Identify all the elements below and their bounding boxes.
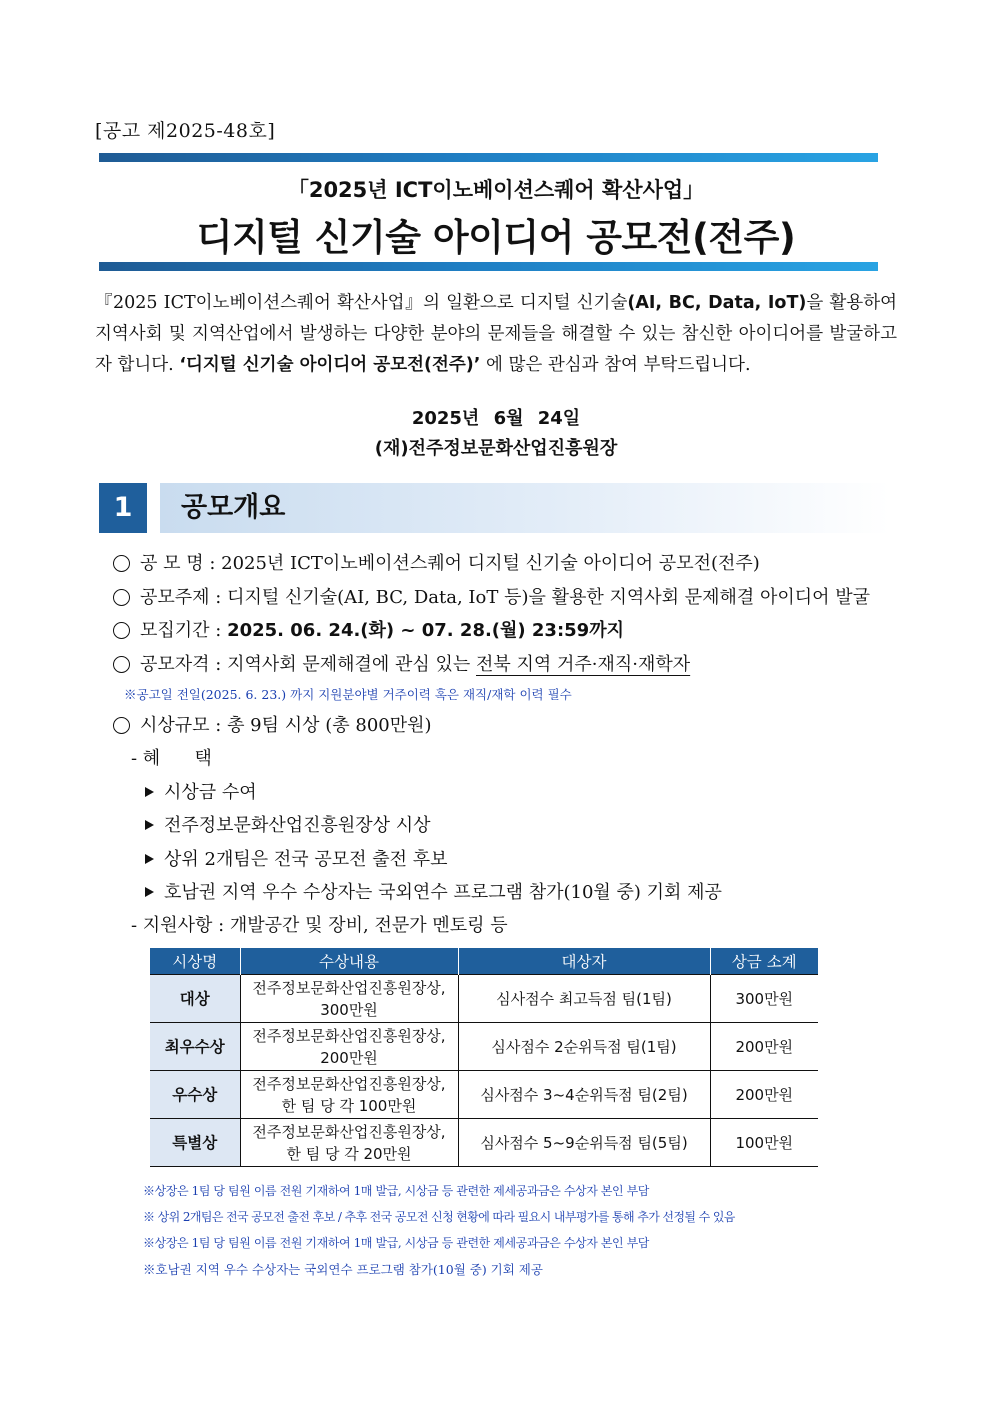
award-name: 특별상 bbox=[150, 1119, 240, 1167]
award-content bbox=[240, 1071, 458, 1119]
intro-contest-bold: ‘디지털 신기술 아이디어 공모전(전주)’ bbox=[179, 355, 481, 375]
circle-bullet-icon bbox=[113, 717, 130, 734]
award-name: 우수상 bbox=[150, 1071, 240, 1119]
item-value: 디지털 신기술(AI, BC, Data, IoT 등)을 활용한 지역사회 문제해결 아이디어 발굴 bbox=[227, 587, 871, 608]
award-target: 심사점수 5~9순위득점 팀(5팀) bbox=[458, 1119, 710, 1167]
award-content-line1: 전주정보문화산업진흥원장상, bbox=[252, 1074, 446, 1093]
item-label: 공 모 명 : bbox=[140, 553, 222, 574]
award-amount: 300만원 bbox=[710, 975, 818, 1023]
prize-table-header bbox=[150, 948, 818, 975]
award-amount: 200만원 bbox=[710, 1071, 818, 1119]
item-value: 총 9팀 시상 (총 800만원) bbox=[227, 715, 432, 736]
header-amount: 상금 소계 bbox=[710, 948, 818, 975]
intro-part2: 을 활용하여 지역사회 및 지역산업에서 발생하는 다양한 분야의 문제들을 해결할 수 있는 참신한 아이디어를 발굴하고자 합니다. bbox=[95, 293, 898, 375]
header-bottom-rule bbox=[99, 262, 878, 271]
notice-number: [공고 제2025-48호] bbox=[95, 120, 276, 142]
footnote: ※호남권 지역 우수 수상자는 국외연수 프로그램 참가(10월 중) 기회 제공 bbox=[143, 1262, 543, 1277]
support-line: - 지원사항 : 개발공간 및 장비, 전문가 멘토링 등 bbox=[131, 915, 508, 936]
award-content-line1: 전주정보문화산업진흥원장상, bbox=[252, 978, 446, 997]
triangle-bullet-icon bbox=[145, 887, 154, 897]
prize-table bbox=[150, 948, 818, 1167]
circle-bullet-icon bbox=[113, 656, 130, 673]
item-contest-name bbox=[113, 549, 760, 575]
award-content bbox=[240, 1119, 458, 1167]
table-row bbox=[150, 975, 818, 1023]
award-content bbox=[240, 975, 458, 1023]
award-content-line2: 한 팀 당 각 100만원 bbox=[281, 1096, 417, 1115]
award-content bbox=[240, 1023, 458, 1071]
benefit-text: 상위 2개팀은 전국 공모전 출전 후보 bbox=[164, 849, 448, 870]
eligibility-underlined: 전북 지역 거주·재직·재학자 bbox=[476, 654, 691, 675]
benefit-item bbox=[145, 811, 431, 837]
triangle-bullet-icon bbox=[145, 787, 154, 797]
item-value: 2025년 ICT이노베이션스퀘어 디지털 신기술 아이디어 공모전(전주) bbox=[221, 553, 760, 574]
benefit-item bbox=[145, 845, 448, 871]
award-target: 심사점수 2순위득점 팀(1팀) bbox=[458, 1023, 710, 1071]
footnote: ※상장은 1팀 당 팀원 이름 전원 기재하여 1매 발급, 시상금 등 관련한 제세공과금은 수상자 본인 부담 bbox=[143, 1184, 650, 1198]
eligibility-note: ※공고일 전일(2025. 6. 23.) 까지 지원분야별 거주이력 혹은 재직/재학 이력 필수 bbox=[124, 687, 572, 702]
footnote: ※상장은 1팀 당 팀원 이름 전원 기재하여 1매 발급, 시상금 등 관련한 제세공과금은 수상자 본인 부담 bbox=[143, 1236, 650, 1250]
award-content-line2: 한 팀 당 각 20만원 bbox=[286, 1144, 412, 1163]
item-award-scale bbox=[113, 711, 432, 737]
award-content-line1: 전주정보문화산업진흥원장상, bbox=[252, 1122, 446, 1141]
intro-part3: 에 많은 관심과 참여 부탁드립니다. bbox=[480, 355, 751, 375]
benefits-label: - 혜 택 bbox=[131, 748, 212, 769]
item-eligibility bbox=[113, 650, 690, 676]
award-name: 대상 bbox=[150, 975, 240, 1023]
award-name: 최우수상 bbox=[150, 1023, 240, 1071]
section-title: 공모개요 bbox=[181, 492, 286, 523]
item-contest-topic bbox=[113, 583, 870, 609]
item-value: 지역사회 문제해결에 관심 있는 bbox=[227, 654, 476, 675]
project-subtitle: 「2025년 ICT이노베이션스퀘어 확산사업」 bbox=[287, 178, 705, 202]
benefit-item bbox=[145, 778, 257, 804]
notice-date: 2025년 6월 24일 bbox=[411, 408, 581, 429]
award-content-line2: 300만원 bbox=[320, 1000, 378, 1019]
page-title: 디지털 신기술 아이디어 공모전(전주) bbox=[196, 216, 796, 259]
item-value: 2025. 06. 24.(화) ~ 07. 28.(월) 23:59까지 bbox=[227, 620, 624, 641]
item-label: 공모자격 : bbox=[140, 654, 228, 675]
circle-bullet-icon bbox=[113, 555, 130, 572]
header-award-name: 시상명 bbox=[150, 948, 240, 975]
intro-tech-bold: (AI, BC, Data, IoT) bbox=[627, 293, 807, 313]
award-target: 심사점수 최고득점 팀(1팀) bbox=[458, 975, 710, 1023]
item-recruit-period bbox=[113, 616, 624, 642]
benefit-item bbox=[145, 878, 722, 904]
benefit-text: 호남권 지역 우수 수상자는 국외연수 프로그램 참가(10월 중) 기회 제공 bbox=[164, 882, 722, 903]
table-row bbox=[150, 1119, 818, 1167]
organization-name: (재)전주정보문화산업진흥원장 bbox=[374, 438, 618, 459]
circle-bullet-icon bbox=[113, 589, 130, 606]
triangle-bullet-icon bbox=[145, 854, 154, 864]
intro-paragraph bbox=[95, 288, 897, 381]
award-amount: 200만원 bbox=[710, 1023, 818, 1071]
award-target: 심사점수 3~4순위득점 팀(2팀) bbox=[458, 1071, 710, 1119]
section-number-badge: 1 bbox=[99, 483, 147, 533]
header-target: 대상자 bbox=[458, 948, 710, 975]
intro-part1: 『2025 ICT이노베이션스퀘어 확산사업』의 일환으로 디지털 신기술 bbox=[95, 293, 628, 313]
item-label: 시상규모 : bbox=[140, 715, 228, 736]
header-top-rule bbox=[99, 153, 878, 162]
header-award-content: 수상내용 bbox=[240, 948, 458, 975]
benefit-text: 전주정보문화산업진흥원장상 시상 bbox=[164, 815, 431, 836]
item-label: 모집기간 : bbox=[140, 620, 228, 641]
award-content-line1: 전주정보문화산업진흥원장상, bbox=[252, 1026, 446, 1045]
circle-bullet-icon bbox=[113, 622, 130, 639]
footnote: ※ 상위 2개팀은 전국 공모전 출전 후보 / 추후 전국 공모전 신청 현황에 따라 필요시 내부평가를 통해 추가 선정될 수 있음 bbox=[143, 1210, 735, 1224]
benefit-text: 시상금 수여 bbox=[164, 782, 257, 803]
item-label: 공모주제 : bbox=[140, 587, 228, 608]
award-amount: 100만원 bbox=[710, 1119, 818, 1167]
triangle-bullet-icon bbox=[145, 820, 154, 830]
table-row bbox=[150, 1071, 818, 1119]
table-row bbox=[150, 1023, 818, 1071]
award-content-line2: 200만원 bbox=[320, 1048, 378, 1067]
